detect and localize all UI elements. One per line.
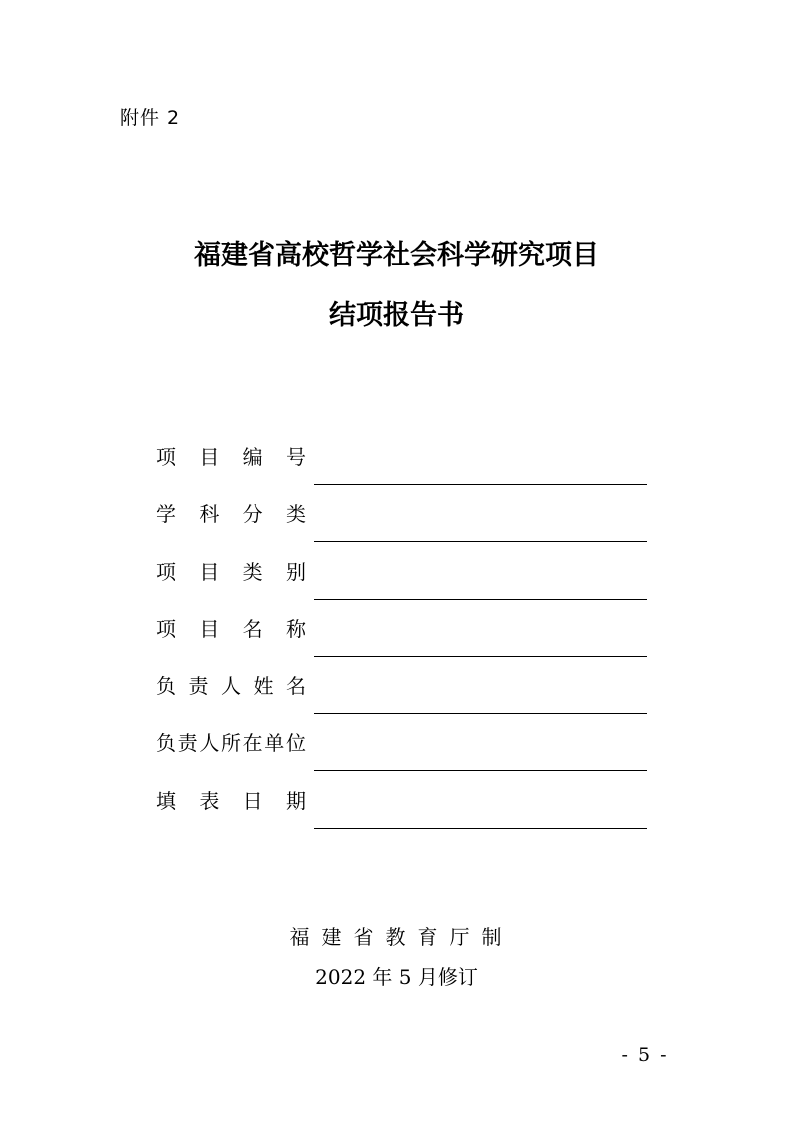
form-label [156, 557, 306, 587]
form-label-char: 负 [156, 674, 176, 699]
form-label-char: 人 [199, 731, 220, 756]
form-row-principal-name [156, 665, 656, 722]
form-label-char: 表 [199, 788, 220, 813]
form-label [156, 728, 306, 758]
form-label-char: 所 [220, 731, 241, 756]
form-label-char: 负 [156, 731, 176, 756]
form-label [156, 671, 306, 701]
form-row-fill-date [156, 780, 656, 837]
form-label-char: 期 [285, 788, 306, 813]
form-label [156, 786, 306, 816]
form-label-char: 项 [156, 616, 176, 641]
form-label-char: 在 [242, 731, 263, 756]
form-row-principal-unit [156, 722, 656, 779]
project-name-field[interactable] [314, 656, 647, 657]
form-label-char: 名 [242, 616, 263, 641]
principal-name-field[interactable] [314, 713, 647, 714]
page-number: - 5 - [621, 1044, 669, 1066]
revision-line: 2022 年 5 月修订 [315, 965, 478, 989]
form-label-char: 称 [285, 616, 306, 641]
form-label-char: 号 [285, 445, 306, 469]
discipline-field[interactable] [314, 541, 647, 542]
form-label-char: 责 [188, 674, 209, 699]
form-label-char: 类 [242, 559, 263, 584]
form-label [156, 614, 306, 644]
report-title-line-1: 福建省高校哲学社会科学研究项目 [194, 240, 599, 271]
form-label-char: 姓 [253, 674, 274, 699]
form-label-char: 人 [221, 674, 241, 699]
form-label-char: 学 [156, 502, 176, 527]
form-label-char: 填 [156, 788, 176, 813]
form-row-project-category [156, 551, 656, 608]
form-label-char: 项 [156, 445, 176, 469]
form-label-char: 目 [199, 559, 220, 584]
issuer-line: 福建省教育厅制 [289, 925, 514, 949]
form-label-char: 责 [177, 731, 198, 756]
form-label-char: 编 [242, 445, 263, 469]
form-label-char: 位 [285, 731, 306, 756]
form-label [156, 499, 306, 529]
form-label-char: 目 [199, 616, 220, 641]
form-label-char: 别 [285, 559, 306, 584]
report-title-line-2: 结项报告书 [329, 300, 464, 331]
form-label [156, 442, 306, 472]
fill-date-field[interactable] [314, 828, 647, 829]
cover-form [156, 436, 656, 837]
form-label-char: 类 [285, 502, 306, 527]
form-label-char: 分 [242, 502, 263, 527]
form-label-char: 科 [199, 502, 220, 527]
project-number-field[interactable] [314, 484, 647, 485]
form-label-char: 名 [286, 674, 306, 699]
form-row-project-number [156, 436, 656, 493]
attachment-label: 附件 2 [120, 107, 181, 129]
form-label-char: 项 [156, 559, 176, 584]
form-row-project-name [156, 608, 656, 665]
form-label-char: 单 [264, 731, 285, 756]
project-category-field[interactable] [314, 599, 647, 600]
form-label-char: 日 [242, 788, 263, 813]
form-label-char: 目 [199, 445, 220, 469]
principal-unit-field[interactable] [314, 770, 647, 771]
form-row-discipline [156, 493, 656, 550]
